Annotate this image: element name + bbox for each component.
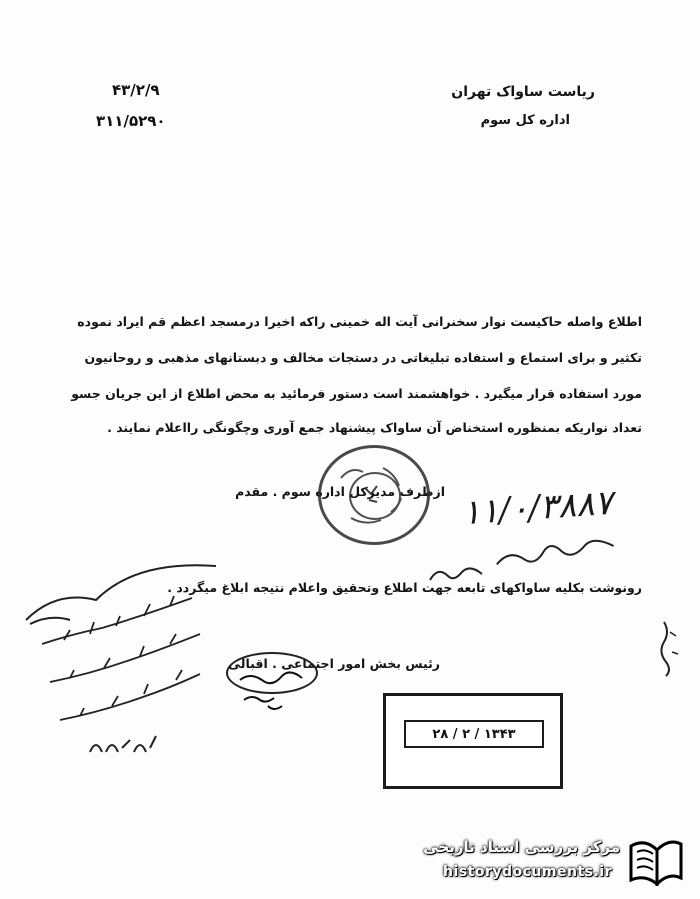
initials-mark xyxy=(426,562,486,588)
signatory-title: رئیس بخش امور اجتماعی . اقبالی xyxy=(228,656,440,671)
seal-scratches xyxy=(321,448,427,542)
margin-scribble xyxy=(650,618,680,678)
book-icon xyxy=(625,834,685,886)
archive-logo-name: مرکز بررسی اسناد تاریخی xyxy=(423,838,620,856)
body-line: تعداد نواریکه بمنظوره استخناض آن ساواک پیشنهاد جمع آوری وچگونگی رااعلام نمایند . xyxy=(107,420,642,435)
body-line: اطلاع واصله حاکیست نوار سخنرانی آیت اله خمینی راکه اخیرا درمسجد اعظم قم ایراد نموده xyxy=(77,314,642,329)
body-line: مورد استفاده قرار میگیرد . خواهشمند است دستور فرمائید به محض اطلاع از این جریان جسو xyxy=(71,386,642,401)
handwritten-date xyxy=(86,728,166,764)
handwritten-scribble xyxy=(491,529,624,576)
closing-signature-line: ازطرف مدیرکل اداره سوم . مقدم xyxy=(235,484,445,499)
archive-logo-url: historydocuments.ir xyxy=(443,864,612,880)
receipt-date-box xyxy=(404,720,544,748)
forward-note: رونوشت بکلیه ساواکهای تابعه جهت اطلاع وتحقیق واعلام نتیجه ابلاغ میگردد . xyxy=(167,580,642,595)
organization-title: ریاست ساواک تهران xyxy=(451,84,595,100)
round-seal-stamp xyxy=(318,445,430,545)
handwritten-registration-number: ۱۱/۰/۳۸۸۷ xyxy=(460,482,614,534)
receipt-stamp xyxy=(383,693,563,789)
document-date: ۴۳/۲/۹ xyxy=(112,81,160,99)
handwritten-signature xyxy=(232,660,312,714)
reference-number: ۳۱۱/۵۲۹۰ xyxy=(96,112,166,130)
receipt-date: ۱۳۴۳ / ۲ / ۲۸ xyxy=(432,726,516,742)
department-title: اداره کل سوم xyxy=(480,113,570,128)
body-line: تکثیر و برای استماع و استفاده تبلیغاتی در دستجات مخالف و دبستانهای مذهبی و روحانیون xyxy=(84,350,642,365)
